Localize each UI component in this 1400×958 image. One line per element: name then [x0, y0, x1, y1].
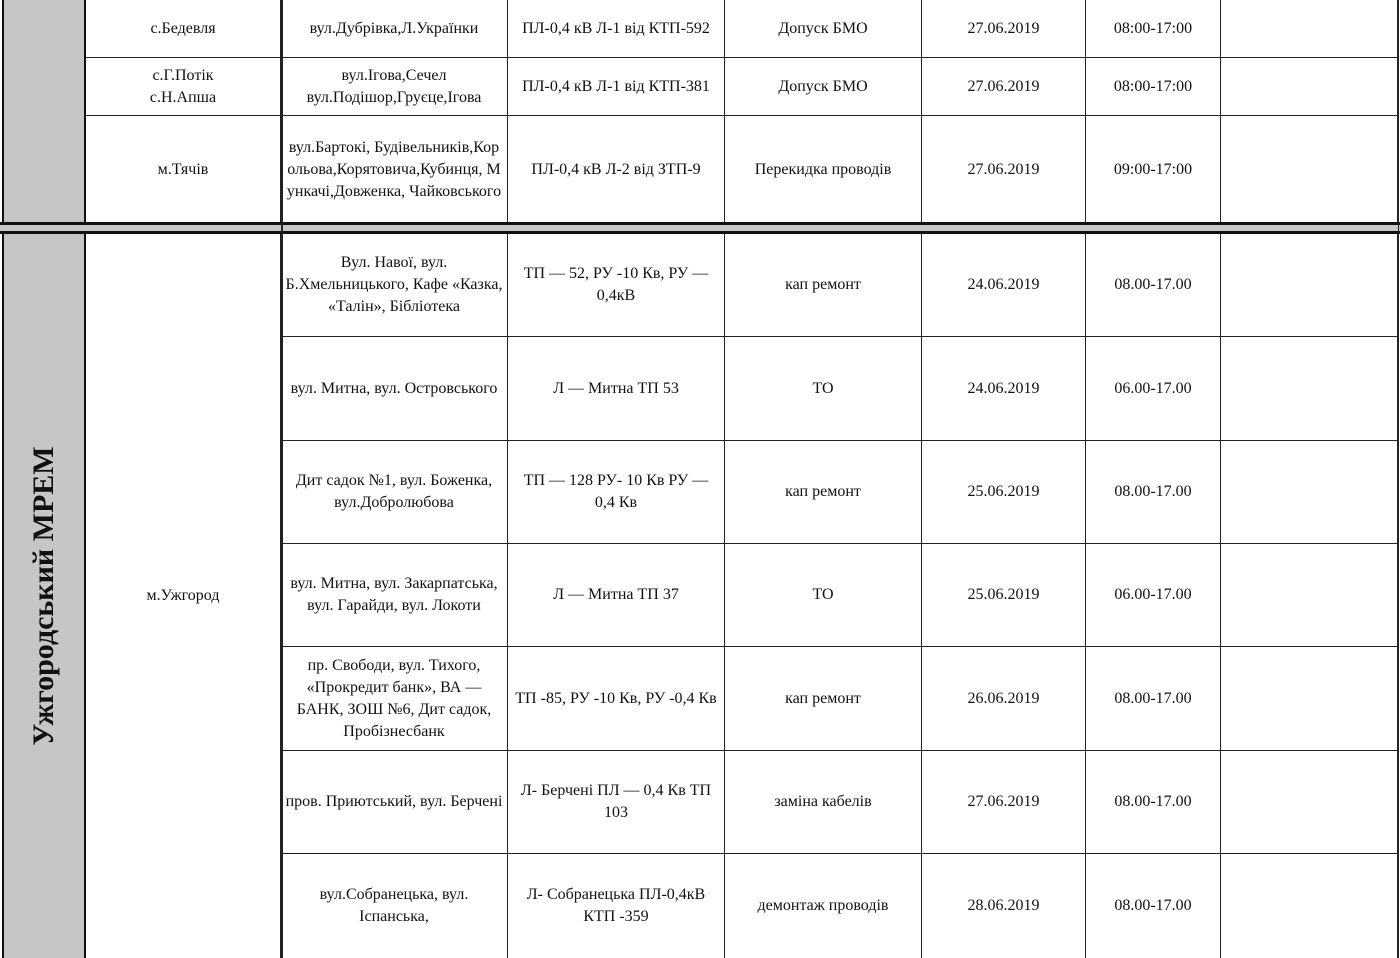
district-column: [2, 234, 86, 958]
streets-cell: вул.Ігова,Сечел вул.Подішор,Груєце,Ігова: [281, 58, 508, 116]
time-cell: 09:00-17:00: [1086, 116, 1221, 224]
settlement-cell: с.Бедевля: [86, 0, 281, 58]
object-cell: Л — Митна ТП 37: [508, 544, 725, 647]
city-cell: м.Ужгород: [86, 234, 281, 958]
empty-cell: [1221, 854, 1398, 958]
object-cell: Л — Митна ТП 53: [508, 337, 725, 441]
date-cell: 24.06.2019: [922, 234, 1086, 337]
work-type-cell: Перекидка проводів: [725, 116, 922, 224]
time-cell: 06.00-17.00: [1086, 544, 1221, 647]
object-cell: ПЛ-0,4 кВ Л-1 від КТП-381: [508, 58, 725, 116]
time-cell: 08.00-17.00: [1086, 647, 1221, 751]
date-cell: 27.06.2019: [922, 116, 1086, 224]
date-cell: 27.06.2019: [922, 0, 1086, 58]
time-cell: 06.00-17.00: [1086, 337, 1221, 441]
streets-cell: вул.Собранецька, вул. Іспанська,: [281, 854, 508, 958]
work-type-cell: кап ремонт: [725, 441, 922, 544]
time-cell: 08.00-17.00: [1086, 234, 1221, 337]
streets-cell: вул. Митна, вул. Закарпатська, вул. Гарайди, вул. Локоти: [281, 544, 508, 647]
time-cell: 08:00-17:00: [1086, 58, 1221, 116]
work-type-cell: ТО: [725, 337, 922, 441]
object-cell: ПЛ-0,4 кВ Л-1 від КТП-592: [508, 0, 725, 58]
work-type-cell: кап ремонт: [725, 647, 922, 751]
empty-cell: [1221, 751, 1398, 854]
district-column-top: [2, 0, 86, 224]
work-type-cell: кап ремонт: [725, 234, 922, 337]
empty-cell: [1221, 116, 1398, 224]
streets-cell: пров. Приютський, вул. Берчені: [281, 751, 508, 854]
empty-cell: [1221, 441, 1398, 544]
time-cell: 08.00-17.00: [1086, 441, 1221, 544]
date-cell: 28.06.2019: [922, 854, 1086, 958]
streets-cell: Вул. Навої, вул. Б.Хмельницького, Кафе «Казка, «Талін», Бібліотека: [281, 234, 508, 337]
empty-cell: [1221, 234, 1398, 337]
empty-cell: [1221, 544, 1398, 647]
streets-cell: вул. Митна, вул. Островського: [281, 337, 508, 441]
date-cell: 26.06.2019: [922, 647, 1086, 751]
right-border: [1398, 0, 1399, 958]
object-cell: ТП — 128 РУ- 10 Кв РУ — 0,4 Кв: [508, 441, 725, 544]
object-cell: ТП -85, РУ -10 Кв, РУ -0,4 Кв: [508, 647, 725, 751]
work-type-cell: ТО: [725, 544, 922, 647]
column-divider: [281, 0, 283, 958]
district-label: Ужгородський МРЕМ: [27, 446, 60, 746]
date-cell: 27.06.2019: [922, 58, 1086, 116]
settlement-cell: м.Тячів: [86, 116, 281, 224]
date-cell: 27.06.2019: [922, 751, 1086, 854]
object-cell: Л- Берчені ПЛ — 0,4 Кв ТП 103: [508, 751, 725, 854]
date-cell: 24.06.2019: [922, 337, 1086, 441]
object-cell: Л- Собранецька ПЛ-0,4кВ КТП -359: [508, 854, 725, 958]
empty-cell: [1221, 647, 1398, 751]
empty-cell: [1221, 337, 1398, 441]
time-cell: 08:00-17:00: [1086, 0, 1221, 58]
section-separator: [0, 222, 1400, 234]
work-type-cell: Допуск БМО: [725, 0, 922, 58]
empty-cell: [1221, 0, 1398, 58]
object-cell: ПЛ-0,4 кВ Л-2 від ЗТП-9: [508, 116, 725, 224]
date-cell: 25.06.2019: [922, 441, 1086, 544]
object-cell: ТП — 52, РУ -10 Кв, РУ — 0,4кВ: [508, 234, 725, 337]
streets-cell: Дит садок №1, вул. Боженка, вул.Добролюбова: [281, 441, 508, 544]
time-cell: 08.00-17.00: [1086, 854, 1221, 958]
work-type-cell: заміна кабелів: [725, 751, 922, 854]
streets-cell: вул.Бартокі, Будівельників,Корольова,Корятовича,Кубинця, Мункачі,Довженка, Чайковського: [281, 116, 508, 224]
work-type-cell: Допуск БМО: [725, 58, 922, 116]
streets-cell: пр. Свободи, вул. Тихого, «Прокредит банк», ВА — БАНК, ЗОШ №6, Дит садок, Пробізнесбанк: [281, 647, 508, 751]
date-cell: 25.06.2019: [922, 544, 1086, 647]
empty-cell: [1221, 58, 1398, 116]
settlement-cell: с.Г.Потік с.Н.Апша: [86, 58, 281, 116]
time-cell: 08.00-17.00: [1086, 751, 1221, 854]
streets-cell: вул.Дубрівка,Л.Українки: [281, 0, 508, 58]
work-type-cell: демонтаж проводів: [725, 854, 922, 958]
